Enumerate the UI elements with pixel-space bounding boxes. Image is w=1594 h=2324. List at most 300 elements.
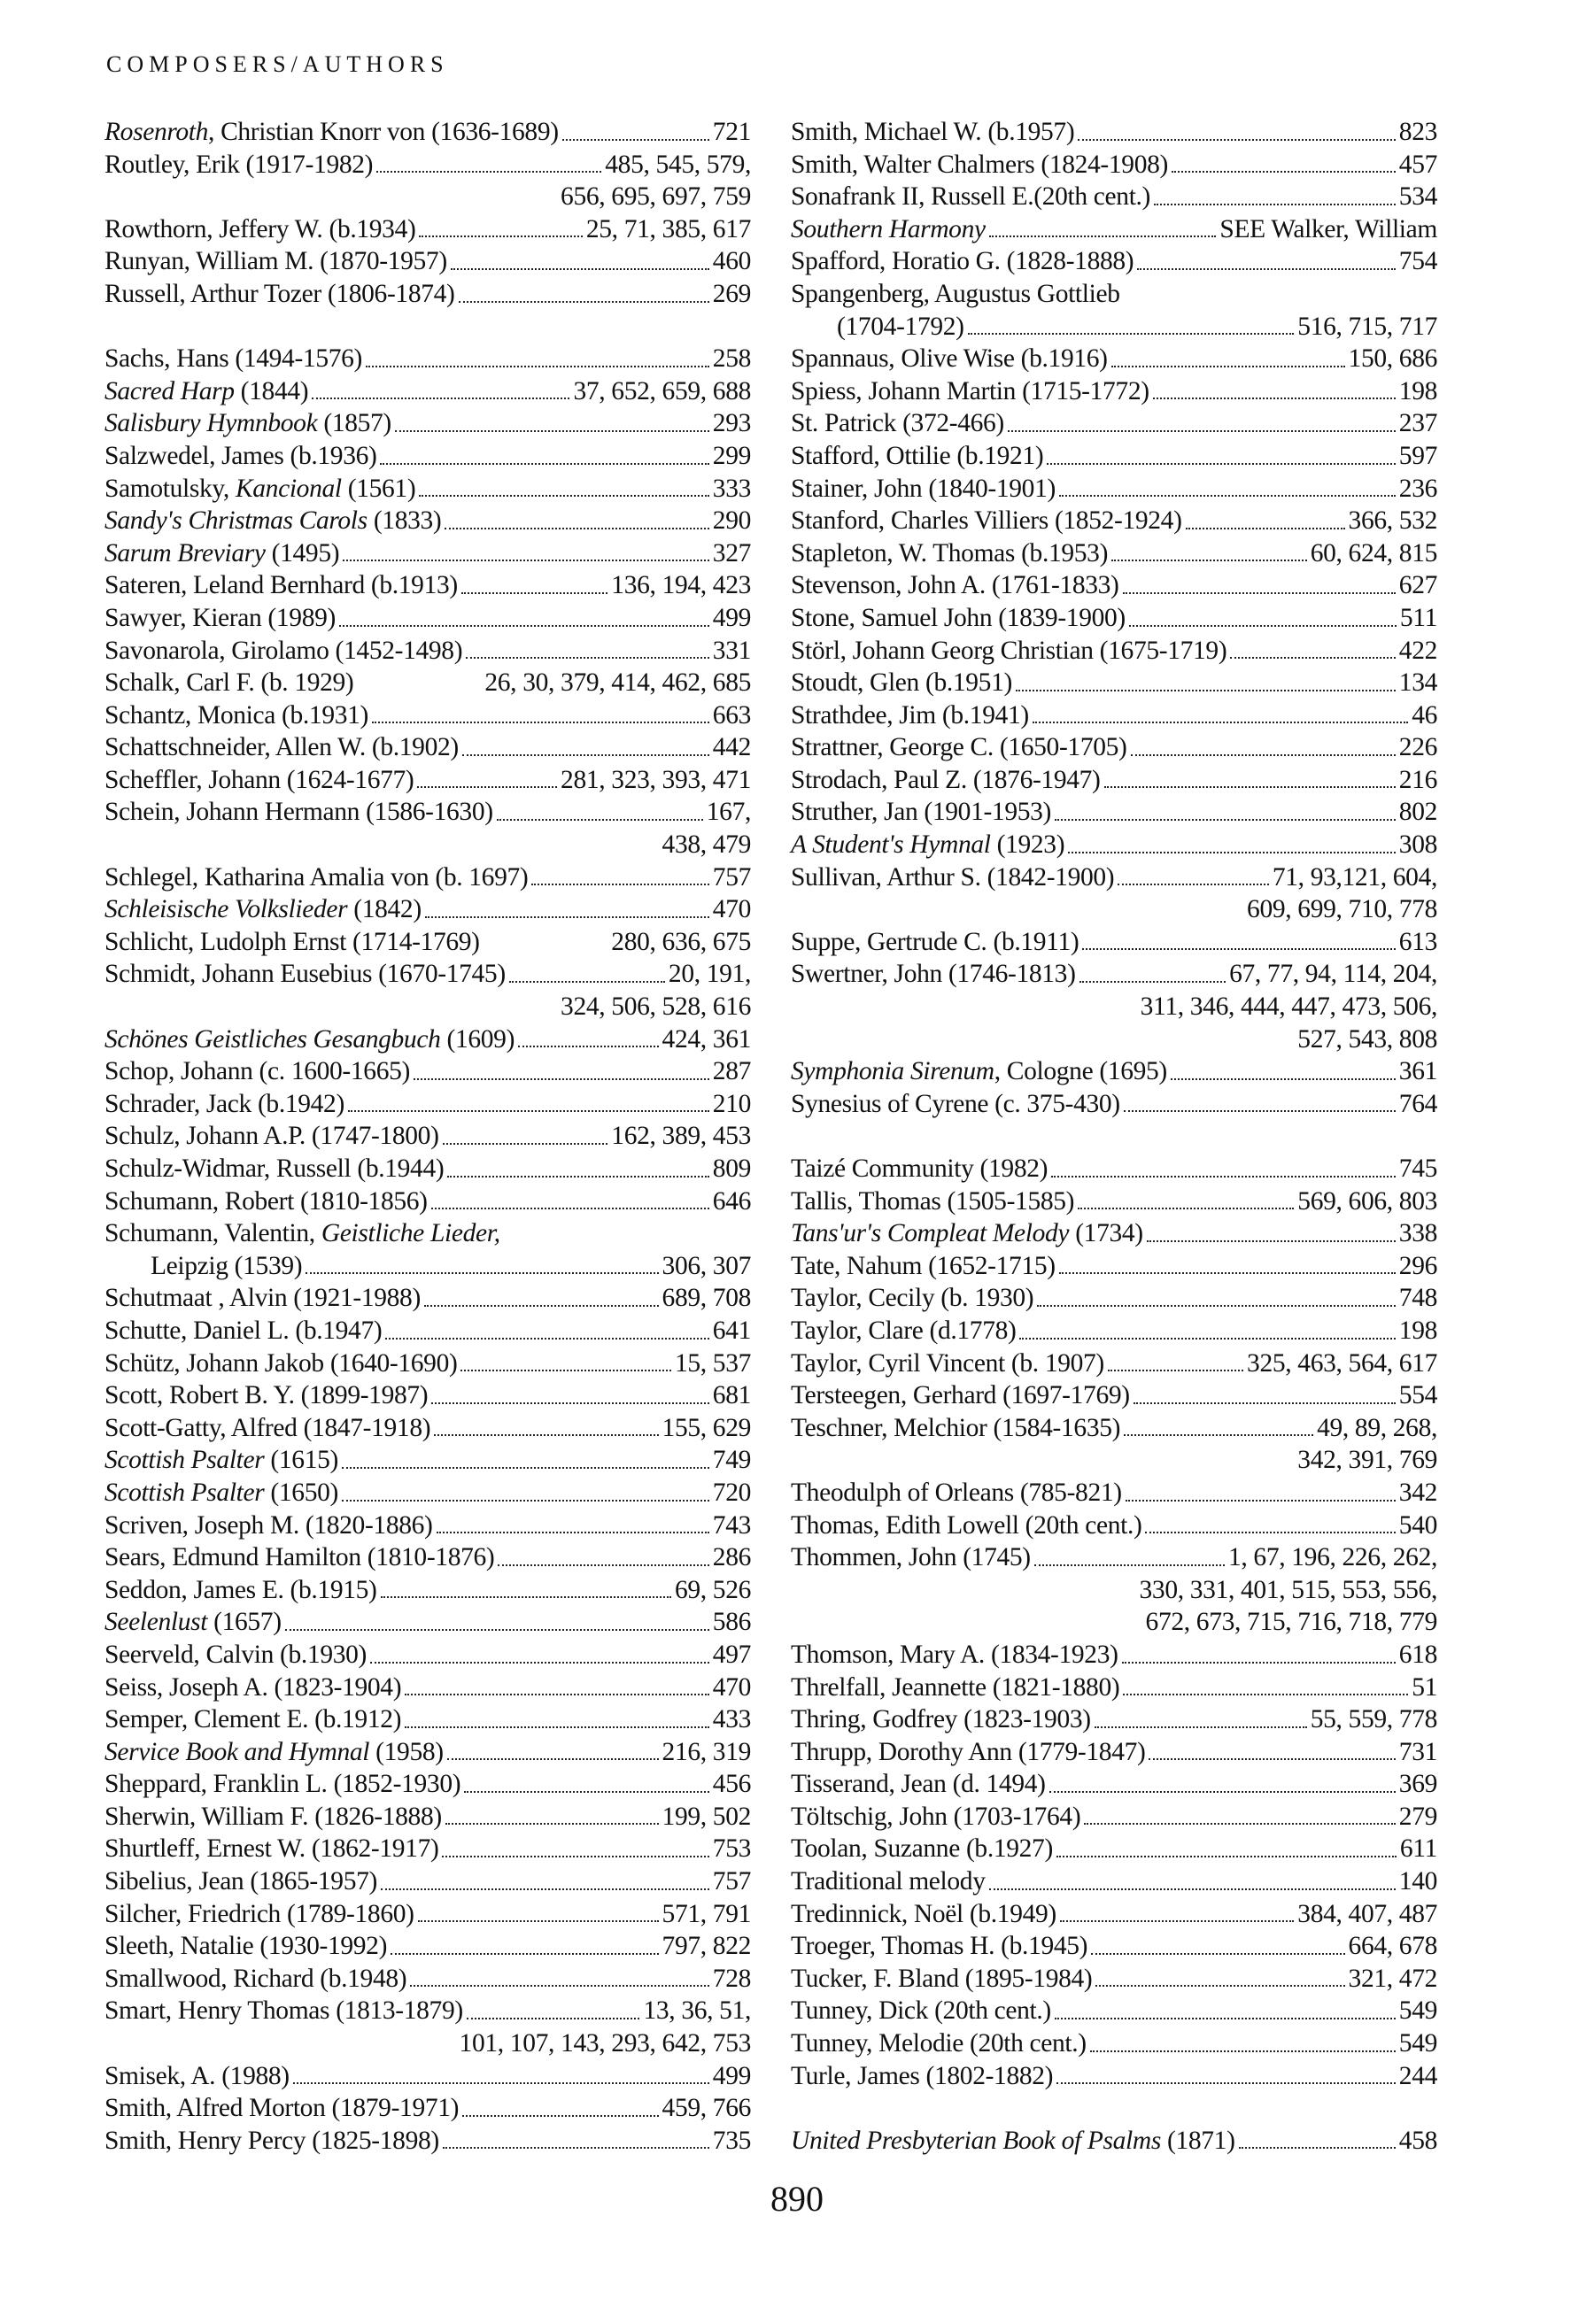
dot-leader [562,138,709,141]
index-entry [104,1768,751,1801]
entry-title-italic: Sacred Harp [104,376,235,405]
entry-continuation-line [104,181,751,213]
entry-text: Smith, Henry Percy (1825-1898) [104,2126,439,2155]
entry-name [791,926,1079,959]
entry-text: Seiss, Joseph A. (1823-1904) [104,1672,402,1702]
entry-line [791,1055,1437,1088]
dot-leader [1137,267,1396,270]
dot-leader [1055,818,1396,821]
entry-name [791,311,964,344]
entry-line [104,1606,751,1639]
entry-name [104,473,415,506]
entry-title-italic: Symphonia Sirenum [791,1057,994,1086]
entry-line [104,213,751,246]
index-entry [104,213,751,246]
entry-text: Sachs, Hans (1494-1576) [104,344,362,374]
hymn-numbers: 459, 766 [662,2094,751,2123]
dot-leader [405,1726,709,1728]
entry-line [791,1250,1437,1283]
index-entry [104,1315,751,1347]
hymn-numbers: 424, 361 [662,1024,751,1054]
hymn-numbers: 25, 71, 385, 617 [585,214,751,243]
hymn-numbers: 299 [712,441,751,470]
entry-line [791,407,1437,440]
index-entry [104,1217,751,1282]
dot-leader [381,1888,709,1890]
entry-line [791,2027,1437,2060]
entry-line [104,635,751,668]
entry-text: Schattschneider, Allen W. (b.1902) [104,733,459,762]
entry-name [791,473,1056,506]
entry-line [791,926,1437,959]
entry-text: Schantz, Monica (b.1931) [104,700,368,730]
entry-text: (1495) [265,538,340,567]
index-entry [104,1995,751,2059]
hymn-numbers: 280, 636, 675 [611,927,751,956]
entry-line [104,569,751,602]
entry-name [791,1930,1087,1963]
entry-line [791,116,1437,149]
entry-line [791,635,1437,668]
entry-line [791,1315,1437,1347]
entry-name [104,1574,377,1607]
entry-line [104,731,751,764]
entry-line [104,375,751,408]
entry-text: Toolan, Suzanne (b.1927) [791,1834,1053,1864]
hymn-numbers: 306, 307 [662,1251,751,1280]
entry-text: Spangenberg, Augustus Gottlieb [791,279,1120,308]
index-entry [791,667,1437,699]
entry-name [791,1736,1145,1769]
index-column-left [104,116,751,2157]
hymn-numbers: 753 [712,1834,751,1864]
dot-leader [410,1984,709,1987]
entry-title-italic: United Presbyterian Book of Psalms [791,2126,1161,2155]
entry-text: Taizé Community (1982) [791,1154,1048,1183]
hymn-numbers: 331 [712,636,751,665]
entry-name [104,278,455,311]
entry-line [791,1217,1437,1250]
entry-line [791,796,1437,829]
entry-text: Stoudt, Glen (b.1951) [791,668,1012,698]
entry-line [104,1541,751,1574]
entry-text: Thomson, Mary A. (1834-1923) [791,1640,1118,1669]
hymn-numbers: 457 [1398,150,1437,179]
entry-name [104,1088,344,1121]
hymn-numbers: 37, 652, 659, 688 [573,376,751,405]
entry-line [104,245,751,278]
index-entry [791,149,1437,181]
entry-line [791,181,1437,213]
entry-name [104,213,415,246]
entry-name [104,861,528,894]
entry-title-italic: Schönes Geistliches Gesangbuch [104,1024,441,1054]
entry-text: Taylor, Cecily (b. 1930) [791,1284,1034,1313]
index-entry [791,1672,1437,1704]
index-entry [791,1315,1437,1347]
dot-leader [1055,2017,1396,2019]
dot-leader [1124,1109,1396,1112]
index-entry [791,796,1437,829]
entry-name [104,1801,442,1834]
entry-text: Smith, Michael W. (b.1957) [791,118,1075,146]
index-entry [104,1639,751,1672]
hymn-numbers: SEE Walker, William [1219,214,1437,243]
hymn-numbers: 571, 791 [662,1899,751,1928]
hymn-numbers: 748 [1398,1284,1437,1313]
entry-line [791,1153,1437,1185]
index-entry [104,343,751,375]
hymn-numbers: 325, 463, 564, 617 [1247,1348,1437,1378]
dot-leader [1172,170,1396,173]
entry-name [104,667,353,699]
index-entry [104,1282,751,1315]
entry-line [791,1898,1437,1931]
entry-continuation-line [104,829,751,861]
entry-text: (1704-1792) [837,312,964,341]
hymn-numbers: 497 [712,1640,751,1669]
entry-name [104,635,462,668]
entry-text: Russell, Arthur Tozer (1806-1874) [104,279,455,308]
entry-name [791,537,1108,570]
entry-name [104,1541,494,1574]
hymn-numbers: 797, 822 [662,1932,751,1961]
entry-text: Smisek, A. (1988) [104,2061,290,2090]
hymn-numbers: 324, 506, 528, 616 [561,992,751,1022]
dot-leader [342,1466,709,1469]
entry-line [104,2092,751,2125]
entry-name [104,2092,459,2125]
entry-name [104,1347,457,1380]
hymn-numbers: 549 [1398,2029,1437,2058]
entry-text: Spiess, Johann Martin (1715-1772) [791,376,1149,405]
entry-line [791,473,1437,506]
hymn-numbers: 311, 346, 444, 447, 473, 506, [1140,992,1437,1022]
index-entry [791,1282,1437,1315]
entry-name [104,796,493,829]
entry-name [791,1412,1120,1445]
entry-text: Spannaus, Olive Wise (b.1916) [791,344,1108,374]
index-entry [104,278,751,311]
hymn-numbers: 627 [1398,571,1437,600]
entry-text: (1871) [1160,2126,1235,2155]
index-entry [791,440,1437,473]
dot-leader [431,1401,709,1404]
entry-text: Teschner, Melchior (1584-1635) [791,1413,1121,1442]
dot-leader [462,2114,658,2117]
hymn-numbers: 237 [1398,409,1437,438]
entry-text: Tredinnick, Noël (b.1949) [791,1899,1056,1928]
index-entry [104,569,751,602]
hymn-numbers: 458 [1398,2126,1437,2155]
hymn-numbers: 549 [1398,1996,1437,2026]
dot-leader [1230,656,1396,659]
index-entry [104,375,751,408]
entry-line [791,1412,1437,1445]
index-entry [791,1379,1437,1412]
entry-name [791,1768,1046,1801]
index-entry [104,1930,751,1963]
entry-line [791,1703,1437,1736]
entry-text: Thommen, John (1745) [791,1543,1031,1572]
entry-line [791,1541,1437,1574]
hymn-numbers: 167, [706,798,751,827]
entry-continuation-line [791,1606,1437,1639]
entry-text: Schalk, Carl F. (b. 1929) [104,668,354,698]
index-entry [791,958,1437,1055]
hymn-numbers: 641 [712,1316,751,1345]
dot-leader [1059,1271,1396,1274]
entry-line [104,764,751,797]
hymn-numbers: 613 [1398,927,1437,956]
entry-line [104,893,751,926]
dot-leader [1090,2050,1396,2052]
dot-leader [312,397,569,399]
index-entry [791,343,1437,375]
index-entry [791,1541,1437,1639]
entry-text: Sleeth, Natalie (1930-1992) [104,1932,388,1961]
entry-text: Seerveld, Calvin (b.1930) [104,1640,368,1669]
hymn-numbers: 384, 407, 487 [1297,1899,1437,1928]
hymn-numbers: 286 [712,1543,751,1572]
hymn-numbers: 754 [1398,247,1437,276]
entry-name [791,2125,1235,2158]
entry-name [791,829,1064,861]
dot-leader [1056,2081,1396,2084]
hymn-numbers: 333 [712,474,751,503]
index-entry [791,213,1437,246]
entry-text: Smart, Henry Thomas (1813-1879) [104,1996,463,2026]
hymn-numbers: 809 [712,1154,751,1183]
entry-name [104,1898,414,1931]
entry-name [791,375,1149,408]
index-entry [791,181,1437,213]
entry-continuation-line [791,893,1437,926]
entry-line [791,278,1437,311]
hymn-numbers: 162, 389, 453 [611,1122,751,1151]
entry-line [791,505,1437,537]
entry-line [791,213,1437,246]
hymn-numbers: 101, 107, 143, 293, 642, 753 [459,2029,751,2058]
entry-text: Routley, Erik (1917-1982) [104,150,374,179]
entry-name [104,1606,282,1639]
dot-leader [1082,947,1395,950]
index-entry [104,861,751,894]
entry-text: Sibelius, Jean (1865-1957) [104,1867,377,1896]
dot-leader [1104,785,1396,788]
hymn-numbers: 338 [1398,1219,1437,1248]
entry-text: Savonarola, Girolamo (1452-1498) [104,636,463,665]
entry-text: (1657) [207,1608,282,1637]
dot-leader [989,1888,1396,1890]
hymn-numbers: 20, 191, [668,960,751,989]
dot-leader [391,1952,658,1955]
entry-name [104,926,480,959]
entry-name [791,1833,1053,1865]
index-entry [791,1477,1437,1509]
entry-text: Smith, Walter Chalmers (1824-1908) [791,150,1168,179]
entry-line [104,1315,751,1347]
hymn-numbers: 15, 537 [674,1348,751,1378]
entry-text: Schütz, Johann Jakob (1640-1690) [104,1348,458,1378]
entry-name [791,278,1120,311]
dot-leader [405,1693,709,1695]
hymn-numbers: 499 [712,603,751,632]
index-entry [791,245,1437,278]
entry-name [104,375,308,408]
hymn-numbers: 470 [712,1672,751,1702]
entry-name [104,440,376,473]
entry-name [791,569,1119,602]
hymn-numbers: 618 [1398,1640,1437,1669]
index-entry [104,1120,751,1153]
dot-leader [531,883,708,885]
entry-line [791,311,1437,344]
entry-text: Taylor, Clare (d.1778) [791,1316,1017,1345]
dot-leader [498,1563,708,1566]
entry-name [791,343,1108,375]
dot-leader [462,753,709,756]
entry-text: (1923) [990,830,1065,860]
hymn-numbers: 735 [712,2126,751,2155]
dot-leader [1239,2146,1396,2149]
entry-text: Schulz, Johann A.P. (1747-1800) [104,1122,439,1151]
index-entry [791,537,1437,570]
letter-group-spacer [791,2092,1437,2125]
index-entry [104,1379,751,1412]
hymn-numbers: 672, 673, 715, 716, 718, 779 [1145,1608,1437,1637]
dot-leader [1060,1919,1294,1922]
dot-leader [285,1628,709,1631]
dot-leader [434,1433,658,1436]
page-header: COMPOSERS/AUTHORS [106,51,449,77]
entry-line [104,1282,751,1315]
entry-line [791,1379,1437,1412]
index-entry [791,1801,1437,1834]
dot-leader [419,494,709,497]
entry-name [104,1995,463,2027]
entry-name [104,1477,338,1509]
hymn-numbers: 609, 699, 710, 778 [1247,895,1437,924]
entry-name [791,2060,1053,2093]
entry-name [104,537,339,570]
entry-text: Rowthorn, Jeffery W. (b.1934) [104,214,416,243]
hymn-numbers: 586 [712,1608,751,1637]
dot-leader [418,1919,659,1922]
entry-text: Troeger, Thomas H. (b.1945) [791,1932,1088,1961]
dot-leader [460,1369,670,1371]
index-entry [104,407,751,440]
hymn-numbers: 366, 532 [1348,506,1437,536]
hymn-numbers: 216, 319 [662,1737,751,1766]
entry-name [791,731,1127,764]
entry-title-italic: Scottish Psalter [104,1478,265,1507]
entry-line [104,1995,751,2027]
entry-text: Töltschig, John (1703-1764) [791,1802,1081,1831]
entry-line [791,537,1437,570]
entry-line [104,1801,751,1834]
hymn-numbers: 728 [712,1964,751,1993]
entry-name [791,1055,1167,1088]
hymn-numbers: 663 [712,700,751,730]
entry-line [104,1639,751,1672]
dot-leader [445,1822,659,1825]
entry-line [104,473,751,506]
entry-line [791,667,1437,699]
index-entry [104,1833,751,1865]
entry-line [104,1088,751,1121]
dot-leader [1123,1693,1408,1695]
entry-text: Tallis, Thomas (1505-1585) [791,1186,1075,1216]
entry-name [104,699,368,732]
index-entry [104,1153,751,1185]
hymn-numbers: 330, 331, 401, 515, 553, 556, [1139,1575,1437,1604]
index-entry [791,926,1437,959]
hymn-numbers: 499 [712,2061,751,2090]
index-entry [104,893,751,926]
entry-line [791,1282,1437,1315]
index-entry [104,1347,751,1380]
entry-name [104,1217,500,1250]
index-entry [791,1412,1437,1477]
entry-text: Schumann, Robert (1810-1856) [104,1186,428,1216]
dot-leader [437,1531,709,1533]
entry-line [104,343,751,375]
entry-line [104,796,751,829]
hymn-numbers: 199, 502 [662,1802,751,1831]
entry-name [104,1444,338,1477]
entry-line [104,1509,751,1542]
entry-line [791,2060,1437,2093]
entry-name [791,1347,1104,1380]
index-entry [104,1477,751,1509]
entry-name [791,958,1076,991]
hymn-numbers: 361 [1398,1057,1437,1086]
index-entry [104,602,751,635]
entry-text: (1833) [367,506,442,536]
entry-name [791,440,1043,473]
entry-text: (1844) [234,376,309,405]
hymn-numbers: 290 [712,506,751,536]
entry-line [791,440,1437,473]
hymn-numbers: 511 [1399,603,1437,632]
entry-text: Shurtleff, Ernest W. (1862-1917) [104,1834,439,1864]
hymn-numbers: 823 [1398,118,1437,146]
entry-text: Stainer, John (1840-1901) [791,474,1056,503]
entry-line [104,1185,751,1218]
entry-title-italic: Schleisische Volkslieder [104,895,348,924]
index-entry [791,699,1437,732]
entry-name [104,1736,444,1769]
dot-leader [443,2146,709,2149]
hymn-numbers: 49, 89, 268, [1317,1413,1437,1442]
entry-line [104,926,751,959]
entry-title-italic: Sandy's Christmas Carols [104,506,368,536]
hymn-numbers: 764 [1398,1089,1437,1118]
index-entry [104,958,751,1023]
dot-leader [339,624,709,627]
hymn-numbers: 1, 67, 196, 226, 262, [1227,1543,1437,1572]
hymn-numbers: 342 [1398,1478,1437,1507]
entry-text: Sears, Edmund Hamilton (1810-1876) [104,1543,495,1572]
entry-text: Schulz-Widmar, Russell (b.1944) [104,1154,445,1183]
index-entry [104,1703,751,1736]
dot-leader [1118,883,1269,885]
hymn-numbers: 293 [712,409,751,438]
index-entry [791,1639,1437,1672]
entry-text: Suppe, Gertrude C. (b.1911) [791,927,1079,956]
entry-name [104,731,459,764]
